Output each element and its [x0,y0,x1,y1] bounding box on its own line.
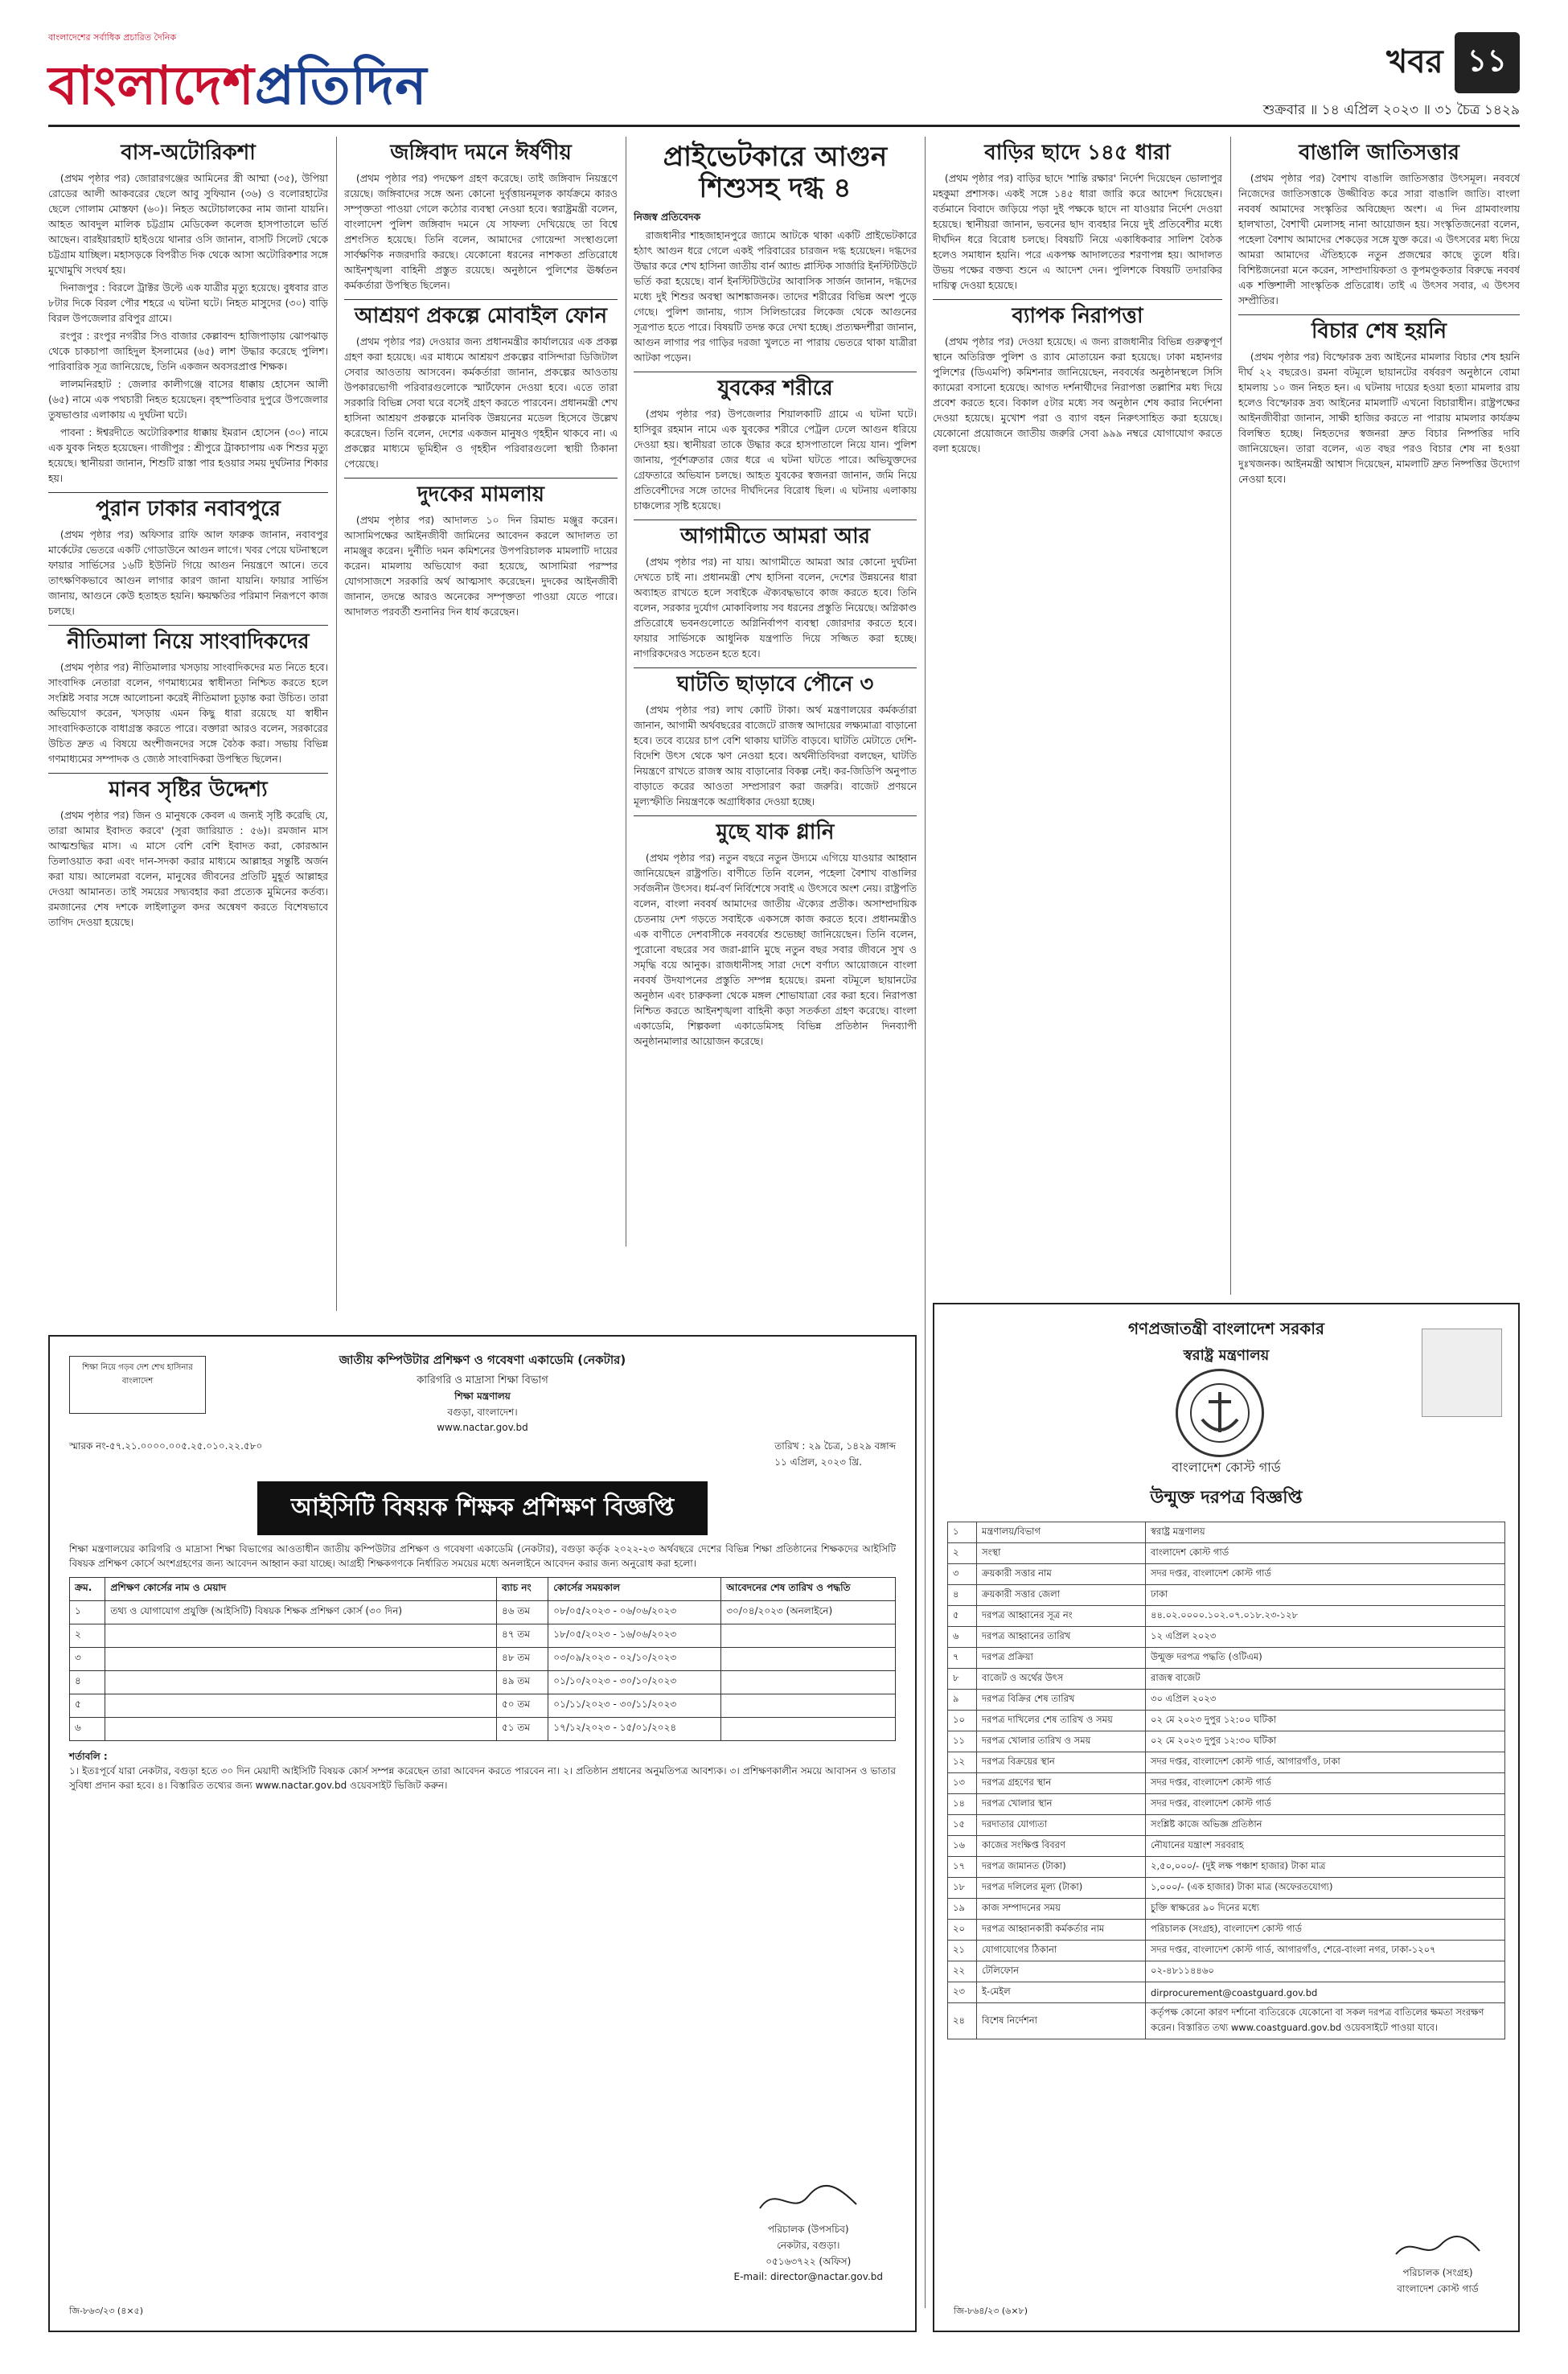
article-text: (প্রথম পৃষ্ঠার পর) বাড়ির ছাদে 'শান্তি রক্ষার' নির্দেশ দিয়েছেন ভোলাপুর মহকুমা প্রশাসক। একই সঙ্গে ১৪৫ ধারা জারি করে আদেশ দিয়েছেন। বর্তমানে বিবাদে জড়িয়ে পড়া দুই পক্ষকে ছাদে না যাওয়ার নির্দেশ দেওয়া হয়েছে। স্থানীয়রা জানান, ভবনের ছাদ ব্যবহার নিয়ে দুই প্রতিবেশীর মধ্যে দীর্ঘদিন ধরে বিরোধ চলছে। বিষয়টি নিয়ে একাধিকবার সালিশ বৈঠক হলেও সমাধান হয়নি। পরে একপক্ষ আদালতের শরণাপন্ন হয়। আদালত উভয় পক্ষের বক্তব্য শুনে এ আদেশ দেন। পুলিশকে বিষয়টি তদারকির দায়িত্ব দেওয়া হয়েছে। [933,171,1222,291]
table-cell: ১০ [948,1711,977,1731]
divider [48,625,328,626]
table-cell: ০৩/০৯/২০২৩ - ০২/১০/২০২৩ [548,1648,721,1671]
table-row [948,1543,1505,1564]
conditions-text: ১। ইতঃপূর্বে যারা নেকটার, বগুড়া হতে ৩০ দিন মেয়াদী আইসিটি বিষয়ক কোর্স সম্পন্ন করেছেন তারা আবেদন করতে পারবেন না। ২। প্রতিষ্ঠান প্রধানের অনুমতিপত্র আবশ্যক। ৩। প্রশিক্ষণকালীন সময়ে আবাসন ও ভাতার সুবিধা প্রদান করা হবে। ৪। বিস্তারিত তথ্যের জন্য www.nactar.gov.bd ওয়েবসাইট ভিজিট করুন। [69,1765,896,1791]
table-row [948,1982,1505,2003]
table-cell: ২ [948,1543,977,1564]
table-cell: ১ [948,1522,977,1543]
table-row [70,1601,896,1624]
ad-ministry2: শিক্ষা মন্ত্রণালয় [454,1390,511,1402]
table-row [70,1718,896,1741]
table-cell [721,1694,896,1718]
table-cell: dirprocurement@coastguard.gov.bd [1146,1982,1505,2003]
anchor-icon [1188,1381,1252,1445]
table-cell: টেলিফোন [977,1961,1146,1982]
byline: নিজস্ব প্রতিবেদক [634,211,701,224]
table-row [948,1648,1505,1669]
table-header-row [70,1578,896,1601]
table-header: ব্যাচ নং [497,1578,548,1601]
table-header: প্রশিক্ষণ কোর্সের নাম ও মেয়াদ [105,1578,497,1601]
coastguard-emblem-icon [1176,1369,1264,1457]
table-cell: ২৪ [948,2003,977,2039]
ad-date-label: তারিখ : [774,1440,806,1452]
table-row [948,1815,1505,1836]
table-cell: দরপত্র বিক্রয়ের স্থান [977,1752,1146,1773]
signer-org: নেকটার, বগুড়া। [777,2240,840,2251]
table-cell: দরপত্র আহ্বানের তারিখ [977,1627,1146,1648]
headline: ব্যাপক নিরাপত্তা [1012,303,1143,328]
table-cell: ৩ [948,1564,977,1585]
section-label [1386,32,1520,93]
table-cell [721,1624,896,1648]
table-cell: ১৮ [948,1878,977,1899]
table-cell: ৮ [948,1669,977,1690]
article-text: (প্রথম পৃষ্ঠার পর) পদক্ষেপ গ্রহণ করেছে। তাই জঙ্গিবাদ নিয়ন্ত্রণে রয়েছে। জঙ্গিবাদের সঙ্গে অন্য কোনো দুর্বৃত্তায়নমূলক কার্যক্রমে কারও সম্পৃক্ততা পাওয়া গেলে কঠোর ব্যবস্থা নেওয়া হবে। স্বরাষ্ট্রমন্ত্রী বলেন, বাংলাদেশ পুলিশ জঙ্গিবাদ দমনে যে সাফল্য দেখিয়েছে তা বিশ্বে প্রশংসিত হয়েছে। তিনি বলেন, আমাদের গোয়েন্দা সংস্থাগুলো সার্বক্ষণিক নজরদারি করছে। যেকোনো ধরনের নাশকতা প্রতিরোধে আইনশৃঙ্খলা বাহিনী প্রস্তুত রয়েছে। অনুষ্ঠানে পুলিশের ঊর্ধ্বতন কর্মকর্তারা উপস্থিত ছিলেন। [344,171,618,291]
table-cell: ১৪ [948,1794,977,1815]
headline-lead: প্রাইভেটকারে আগুন শিশুসহ দগ্ধ ৪ [663,141,888,205]
table-cell: দরপত্র আহ্বানের সূত্র নং [977,1606,1146,1627]
table-row [948,1585,1505,1606]
table-cell: ক্রয়কারী সত্তার জেলা [977,1585,1146,1606]
table-cell: ৫১ তম [497,1718,548,1741]
table-cell: ২০ [948,1920,977,1941]
nactar-advertisement [48,1335,917,2332]
table-cell: ৫ [948,1606,977,1627]
table-cell: ২৩ [948,1982,977,2003]
table-row [948,1794,1505,1815]
page-number: ১১ [1455,32,1520,93]
ad-org-name: জাতীয় কম্পিউটার প্রশিক্ষণ ও গবেষণা একাডেমি (নেকটার) [339,1353,626,1367]
table-cell: বিশেষ নির্দেশনা [977,2003,1146,2039]
table-row [948,2003,1505,2039]
divider [48,773,328,774]
signature-icon [752,2180,864,2220]
headline: বাড়ির ছাদে ১৪৫ ধারা [984,141,1171,165]
table-cell: ৬ [70,1718,105,1741]
article-text: (প্রথম পৃষ্ঠার পর) লাখ কোটি টাকা। অর্থ মন্ত্রণালয়ের কর্মকর্তারা জানান, আগামী অর্থবছরের বাজেটে রাজস্ব আদায়ের লক্ষ্যমাত্রা বাড়ানো হবে। তবে ব্যয়ের চাপ বেশি থাকায় ঘাটতি বাড়বে। ঘাটতি মেটাতে দেশি-বিদেশি উৎস থেকে ঋণ নেওয়া হবে। অর্থনীতিবিদরা বলছেন, ঘাটতি নিয়ন্ত্রণে রাখতে রাজস্ব আয় বাড়ানোর বিকল্প নেই। কর-জিডিপি অনুপাত বাড়াতে করের আওতা সম্প্রসারণ করা জরুরি। বাজেট প্রণয়নে মূল্যস্ফীতি নিয়ন্ত্রণকে অগ্রাধিকার দেওয়া হচ্ছে। [634,703,917,807]
table-cell: দরপত্র আহ্বানকারী কর্মকর্তার নাম [977,1920,1146,1941]
table-cell: ০৮/০৫/২০২৩ - ০৬/০৬/২০২৩ [548,1601,721,1624]
ad-address: বগুড়া, বাংলাদেশ। [447,1407,518,1418]
headline: আগামীতে আমরা আর [679,524,871,549]
table-cell: সংস্থা [977,1543,1146,1564]
table-cell: ৪৬ তম [497,1601,548,1624]
headline: পুরান ঢাকার নবাবপুরে [96,496,281,521]
table-row [948,1564,1505,1585]
table-row [948,1522,1505,1543]
table-cell: দরপত্র জামানত (টাকা) [977,1857,1146,1878]
tender-banner: উন্মুক্ত দরপত্র বিজ্ঞপ্তি [1150,1488,1303,1508]
table-cell: বাংলাদেশ কোস্ট গার্ড [1146,1543,1505,1564]
table-cell: ৪৪.০২.০০০০.১০২.০৭.০১৮.২৩-১২৮ [1146,1606,1505,1627]
cg-ad-code: জি-৮৬৪/২৩ (৬×৮) [954,2306,1028,2316]
table-cell: ৯ [948,1690,977,1711]
table-cell: দরপত্র দলিলের মূল্য (টাকা) [977,1878,1146,1899]
newspaper-logo [48,45,427,133]
table-cell: ৩০/০৪/২০২৩ (অনলাইনে) [721,1601,896,1624]
table-cell: ৫০ তম [497,1694,548,1718]
divider [933,299,1222,300]
table-row [948,1961,1505,1982]
table-cell: ৪ [948,1585,977,1606]
ad-signature-block [733,2180,883,2282]
table-cell: তথ্য ও যোগাযোগ প্রযুক্তি (আইসিটি) বিষয়ক শিক্ষক প্রশিক্ষণ কোর্স (৩০ দিন) [105,1601,497,1624]
article-text: দিনাজপুর : বিরলে ট্রাক্টর উল্টে এক যাত্রীর মৃত্যু হয়েছে। বুধবার রাত ৮টার দিকে বিরল পৌর শহরে এ ঘটনা ঘটে। নিহত মাসুদের (৩০) বাড়ি বিরল উপজেলার রবিপুর গ্রামে। [48,281,328,324]
tender-details-table [947,1522,1505,2039]
ad-intro: শিক্ষা মন্ত্রণালয়ের কারিগরি ও মাদ্রাসা শিক্ষা বিভাগের আওতাধীন জাতীয় কম্পিউটার প্রশিক্ষণ ও গবেষণা একাডেমি (নেকটার), বগুড়া কর্তৃক ২০২২-২৩ অর্থবছরে দেশের বিভিন্ন শিক্ষা প্রতিষ্ঠানের শিক্ষকদের আইসিটি বিষয়ক প্রশিক্ষণ কোর্সে অংশগ্রহণের জন্য আবেদন আহ্বান করা যাচ্ছে। আগ্রহী শিক্ষকগণকে নির্ধারিত সময়ের মধ্যে অনলাইনে আবেদন করার জন্য অনুরোধ করা হলো। [69,1543,896,1569]
headline: নীতিমালা নিয়ে সাংবাদিকদের [67,629,310,654]
conditions-label: শর্তাবলি : [69,1751,108,1762]
signer-phone: ০৫১৬৩৭২২ (অফিস) [766,2256,852,2267]
table-cell: দরপত্র প্রক্রিয়া [977,1648,1146,1669]
table-cell: ৭ [948,1648,977,1669]
headline: দুদকের মামলায় [417,482,544,507]
table-cell: উন্মুক্ত দরপত্র পদ্ধতি (ওটিএম) [1146,1648,1505,1669]
masthead [48,23,1520,127]
table-cell: ঢাকা [1146,1585,1505,1606]
table-cell: ৩০ এপ্রিল ২০২৩ [1146,1690,1505,1711]
table-cell: ০২ মে ২০২৩ দুপুর ১২:০০ ঘটিকা [1146,1711,1505,1731]
table-cell: ৫ [70,1694,105,1718]
table-row [70,1648,896,1671]
column-1 [48,137,328,1319]
table-row [70,1624,896,1648]
article-text: (প্রথম পৃষ্ঠার পর) জোরারগঞ্জের আমিনের স্ত্রী আম্মা (৩৫), উপিয়া রোডের আলী আকবরের ছেলে আবু সুফিয়ান (৩৬) ও বলোরহাটের ছেলে গোলাম মোস্তফা (৬০)। নিহত অটোচালকের নাম জানা যায়নি। আহত আবদুল মালিক চট্টগ্রাম মেডিকেল কলেজ হাসপাতালে ভর্তি আছেন। বারইয়ারহাট হাইওয়ে থানার ওসি জানান, বাসটি সিলেট থেকে চট্টগ্রাম যাচ্ছিল। মহাসড়কে বিপরীত দিক থেকে আসা অটোরিকশার সঙ্গে মুখোমুখি সংঘর্ষ হয়। [48,171,328,276]
table-cell: ৪ [70,1671,105,1694]
table-cell: রাজস্ব বাজেট [1146,1669,1505,1690]
table-cell: ১৫ [948,1815,977,1836]
table-cell: সদর দপ্তর, বাংলাদেশ কোস্ট গার্ড, আগারগাঁও, শেরে-বাংলা নগর, ঢাকা-১২০৭ [1146,1941,1505,1961]
ad-website: www.nactar.gov.bd [437,1422,528,1433]
article-text: (প্রথম পৃষ্ঠার পর) বৈশাখ বাঙালি জাতিসত্তার উৎসমূল। নববর্ষে নিজেদের জাতিসত্তাকে উজ্জীবিত করে সারা বাঙালি জাতি। বাংলা নববর্ষ আমাদের সংস্কৃতির অবিচ্ছেদ্য অংশ। এ দিন গ্রামবাংলায় হালখাতা, বৈশাখী মেলাসহ নানা আয়োজন হয়। সংস্কৃতিজনেরা বলেন, পহেলা বৈশাখ আমাদের শেকড়ের সঙ্গে যুক্ত করে। এ উৎসবের মধ্য দিয়ে আমরা আমাদের ঐতিহ্যকে নতুন প্রজন্মের কাছে তুলে ধরি। বিশিষ্টজনেরা মনে করেন, সাম্প্রদায়িকতা ও কূপমণ্ডূকতার বিরুদ্ধে নববর্ষ এক শক্তিশালী সাংস্কৃতিক প্রতিরোধ। তাই এ উৎসব সবার, এ উৎসব সম্প্রীতির। [1238,171,1520,306]
table-cell [105,1624,497,1648]
table-cell: ৩ [70,1648,105,1671]
table-cell: দরদাতার যোগ্যতা [977,1815,1146,1836]
article-text: পাবনা : ঈশ্বরদীতে অটোরিকশার ধাক্কায় ইমরান হোসেন (৩০) নামে এক যুবক নিহত হয়েছেন। গাজীপুর : শ্রীপুরে ট্রাকচাপায় এক শিশুর মৃত্যু হয়েছে। স্থানীয়রা জানান, শিশুটি রাস্তা পার হওয়ার সময় দুর্ঘটনার শিকার হয়। [48,425,328,484]
table-cell: সদর দপ্তর, বাংলাদেশ কোস্ট গার্ড, আগারগাঁও, ঢাকা [1146,1752,1505,1773]
article-text: (প্রথম পৃষ্ঠার পর) দেওয়ার জন্য প্রধানমন্ত্রীর কার্যালয়ের এক প্রকল্প গ্রহণ করা হয়েছে। এর মাধ্যমে আশ্রয়ণ প্রকল্পের বাসিন্দারা ডিজিটাল সেবার আওতায় আসবেন। কর্মকর্তারা জানান, প্রকল্পের আওতায় উপকারভোগী পরিবারগুলোকে স্মার্টফোন দেওয়া হবে। এতে তারা সরকারি বিভিন্ন সেবা ঘরে বসেই গ্রহণ করতে পারবেন। প্রধানমন্ত্রী শেখ হাসিনা আশ্রয়ণ প্রকল্পকে মানবিক উন্নয়নের মডেল হিসেবে উল্লেখ করেছেন। তিনি বলেন, দেশের একজন মানুষও গৃহহীন থাকবে না। এ প্রকল্পের মাধ্যমে ভূমিহীন ও গৃহহীন পরিবারগুলো স্থায়ী ঠিকানা পেয়েছে। [344,335,618,470]
article-text: রংপুর : রংপুর নগরীর সিও বাজার কেল্লাবন্দ হাজিপাড়ায় ঝোপঝাড় থেকে চাকচাপা জাহিদুল ইসলামের (৬৫) লাশ উদ্ধার করেছে পুলিশ। পারিবারিক সূত্র জানিয়েছে, তিনি একজন অবসরপ্রাপ্ত শিক্ষক। [48,329,328,372]
table-cell: কাজ সম্পাদনের সময় [977,1899,1146,1920]
column-divider [336,137,337,1311]
article-text: (প্রথম পৃষ্ঠার পর) নীতিমালার খসড়ায় সাংবাদিকদের মত নিতে হবে। সাংবাদিক নেতারা বলেন, গণমাধ্যমের স্বাধীনতা নিশ্চিত করতে হলে সংশ্লিষ্ট সবার সঙ্গে আলোচনা করেই নীতিমালা চূড়ান্ত করা উচিত। তারা অভিযোগ করেন, খসড়ায় এমন কিছু ধারা রয়েছে যা স্বাধীন সাংবাদিকতাকে বাধাগ্রস্ত করতে পারে। বক্তারা আরও বলেন, সরকারের উচিত দ্রুত এ বিষয়ে অংশীজনদের সঙ্গে বৈঠক করা। সভায় বিভিন্ন গণমাধ্যমের সম্পাদক ও জ্যেষ্ঠ সাংবাদিকরা উপস্থিত ছিলেন। [48,660,328,765]
article-text: লালমনিরহাট : জেলার কালীগঞ্জে বাসের ধাক্কায় হোসেন আলী (৬৫) নামে এক পথচারী নিহত হয়েছেন। বৃহস্পতিবার দুপুরে উপজেলার তুষভাণ্ডার এলাকায় এ দুর্ঘটনা ঘটে। [48,377,328,421]
table-cell: ১৭/১২/২০২৩ - ১৫/০১/২০২৪ [548,1718,721,1741]
headline: মানব সৃষ্টির উদ্দেশ্য [109,777,268,802]
table-row [948,1941,1505,1961]
logo-part1: বাংলাদেশ [48,54,255,117]
table-cell: স্বরাষ্ট্র মন্ত্রণালয় [1146,1522,1505,1543]
table-cell: ১৬ [948,1836,977,1857]
table-row [948,1857,1505,1878]
table-cell: ১৮/০৫/২০২৩ - ১৬/০৬/২০২৩ [548,1624,721,1648]
table-cell [105,1671,497,1694]
headline: মুছে যাক গ্লানি [716,819,835,844]
table-cell: সদর দপ্তর, বাংলাদেশ কোস্ট গার্ড [1146,1564,1505,1585]
section-name: খবর [1386,42,1443,80]
ad-date2: ১১ এপ্রিল, ২০২৩ খ্রি. [774,1456,862,1468]
table-cell: ৪৯ তম [497,1671,548,1694]
table-cell: দরপত্র দাখিলের শেষ তারিখ ও সময় [977,1711,1146,1731]
headline: আশ্রয়ণ প্রকল্পে মোবাইল ফোন [354,303,608,328]
table-cell: ৪৮ তম [497,1648,548,1671]
table-cell: ১২ [948,1752,977,1773]
ad-date-block [774,1440,896,1472]
headline: জঙ্গিবাদ দমনে ঈর্ষণীয় [390,141,572,165]
table-row [948,1731,1505,1752]
article-text: (প্রথম পৃষ্ঠার পর) উপজেলার শিয়ালকাটি গ্রামে এ ঘটনা ঘটে। হাসিবুর রহমান নামে এক যুবকের শরীরে পেট্রল ঢেলে আগুন ধরিয়ে দেওয়া হয়। স্থানীয়রা তাকে উদ্ধার করে হাসপাতালে নিয়ে যান। পুলিশ জানায়, পূর্বশত্রুতার জের ধরে এ ঘটনা ঘটতে পারে। অভিযুক্তদের গ্রেফতারে অভিযান চলছে। আহত যুবকের স্বজনরা জানান, জমি নিয়ে প্রতিবেশীদের সঙ্গে তাদের দীর্ঘদিনের বিরোধ ছিল। এ ঘটনায় এলাকায় চাঞ্চল্যের সৃষ্টি হয়েছে। [634,408,917,512]
column-divider [925,137,926,2308]
table-cell [721,1718,896,1741]
table-row [70,1694,896,1718]
article-text: (প্রথম পৃষ্ঠার পর) বিস্ফোরক দ্রব্য আইনের মামলার বিচার শেষ হয়নি দীর্ঘ ২২ বছরেও। রমনা বটমূলে ছায়ানটের বর্ষবরণ অনুষ্ঠানে বোমা হামলায় ১০ জন নিহত হন। এ ঘটনায় দায়ের হওয়া হত্যা মামলার রায় হলেও বিস্ফোরক দ্রব্য আইনের মামলাটি এখনো বিচারাধীন। রাষ্ট্রপক্ষের আইনজীবীরা জানান, সাক্ষী হাজির করতে না পারায় মামলার কার্যক্রম বিলম্বিত হচ্ছে। নিহতদের স্বজনরা দ্রুত বিচার নিষ্পত্তির দাবি জানিয়েছেন। তারা বলেন, এত বছর পরও বিচার শেষ না হওয়া দুঃখজনক। আইনমন্ত্রী আশ্বাস দিয়েছেন, মামলাটি দ্রুত নিষ্পত্তির উদ্যোগ নেওয়া হবে। [1238,350,1520,485]
table-cell: ১৩ [948,1773,977,1794]
table-cell: সদর দপ্তর, বাংলাদেশ কোস্ট গার্ড [1146,1794,1505,1815]
table-cell: দরপত্র খোলার স্থান [977,1794,1146,1815]
article-text: (প্রথম পৃষ্ঠার পর) জিন ও মানুষকে কেবল এ জন্যই সৃষ্টি করেছি যে, তারা আমার ইবাদত করবে' (সুরা জারিয়াত : ৫৬)। রমজান মাস আত্মশুদ্ধির মাস। এ মাসে বেশি বেশি ইবাদত করা, কোরআন তিলাওয়াত করা এবং দান-সদকা করার মাধ্যমে আল্লাহর সন্তুষ্টি অর্জন করা যায়। আলেমরা বলেন, মানুষের জীবনের প্রতিটি মুহূর্ত আল্লাহর দেওয়া আমানত। তাই সময়ের সদ্ব্যবহার করা প্রত্যেক মুমিনের কর্তব্য। রমজানের শেষ দশকে লাইলাতুল কদর অন্বেষণ করতে বিশেষভাবে তাগিদ দেওয়া হয়েছে। [48,808,328,928]
ad-ministry: কারিগরি ও মাদ্রাসা শিক্ষা বিভাগ [417,1374,548,1386]
headline: ঘাটতি ছাড়াবে পৌনে ৩ [676,672,874,696]
table-row [948,1711,1505,1731]
column-divider [1230,137,1231,1295]
table-cell [105,1718,497,1741]
table-cell: ২ [70,1624,105,1648]
table-row [948,1606,1505,1627]
table-cell: দরপত্র বিক্রির শেষ তারিখ [977,1690,1146,1711]
divider [48,492,328,493]
column-5 [1238,137,1520,1295]
table-cell: সদর দপ্তর, বাংলাদেশ কোস্ট গার্ড [1146,1773,1505,1794]
training-schedule-table [69,1577,896,1741]
table-row [948,1836,1505,1857]
table-cell: ১৯ [948,1899,977,1920]
table-row [948,1920,1505,1941]
table-cell [105,1694,497,1718]
table-cell: ১ [70,1601,105,1624]
gov-title: গণপ্রজাতন্ত্রী বাংলাদেশ সরকার [1128,1319,1324,1338]
signature-icon [1389,2232,1486,2264]
table-cell: পরিচালক (সংগ্রহ), বাংলাদেশ কোস্ট গার্ড [1146,1920,1505,1941]
logo-part2: প্রতিদিন [254,54,428,117]
table-row [70,1671,896,1694]
table-cell: কাজের সংক্ষিপ্ত বিবরণ [977,1836,1146,1857]
signer-title: পরিচালক (উপসচিব) [767,2224,849,2235]
table-cell: কর্তৃপক্ষ কোনো কারণ দর্শানো ব্যতিরেকে যেকোনো বা সকল দরপত্র বাতিলের ক্ষমতা সংরক্ষণ করেন। বিস্তারিত তথ্য www.coastguard.gov.bd ওয়েবসাইটে পাওয়া যাবে। [1146,2003,1505,2039]
ad-slogan: শিক্ষা নিয়ে গড়ব দেশ শেখ হাসিনার বাংলাদেশ [82,1363,193,1386]
table-cell: ২,৫০,০০০/- (দুই লক্ষ পঞ্চাশ হাজার) টাকা মাত্র [1146,1857,1505,1878]
dateline: শুক্রবার ॥ ১৪ এপ্রিল ২০২৩ ॥ ৩১ চৈত্র ১৪২৯ [1262,102,1520,118]
article-text: (প্রথম পৃষ্ঠার পর) অফিসার রাফি আল ফারুক জানান, নবাবপুর মার্কেটের ভেতরে একটি গোডাউনে আগুন লাগে। খবর পেয়ে ঘটনাস্থলে ফায়ার সার্ভিসের ১৬টি ইউনিট গিয়ে আগুন নিয়ন্ত্রণে আনে। তবে তাৎক্ষণিকভাবে আগুন লাগার কারণ জানা যায়নি। ফায়ার সার্ভিস জানায়, আগুনে কেউ হতাহত হয়নি। ক্ষয়ক্ষতির পরিমাণ নিরূপণে কাজ চলছে। [48,528,328,617]
table-row [948,1669,1505,1690]
divider [634,815,917,816]
table-cell: চুক্তি স্বাক্ষরের ৯০ দিনের মধ্যে [1146,1899,1505,1920]
table-row [948,1690,1505,1711]
column-2 [344,137,618,1247]
table-cell: সংশ্লিষ্ট কাজে অভিজ্ঞ প্রতিষ্ঠান [1146,1815,1505,1836]
table-cell: যোগাযোগের ঠিকানা [977,1941,1146,1961]
article-text: (প্রথম পৃষ্ঠার পর) নতুন বছরে নতুন উদ্যমে এগিয়ে যাওয়ার আহ্বান জানিয়েছেন রাষ্ট্রপতি। বাণীতে তিনি বলেন, পহেলা বৈশাখ বাঙালির সর্বজনীন উৎসব। ধর্ম-বর্ণ নির্বিশেষে সবাই এ উৎসবে অংশ নেয়। রাষ্ট্রপতি বলেন, বাংলা নববর্ষ আমাদের জাতীয় ঐক্যের প্রতীক। অসাম্প্রদায়িক চেতনায় দেশ গড়তে সবাইকে একসঙ্গে কাজ করতে হবে। প্রধানমন্ত্রীও এক বাণীতে দেশবাসীকে নববর্ষের শুভেচ্ছা জানিয়েছেন। তিনি বলেন, পুরোনো বছরের সব জরা-গ্লানি মুছে নতুন বছর সবার জীবনে সুখ ও সমৃদ্ধি বয়ে আনুক। রাজধানীসহ সারা দেশে বর্ণাঢ্য আয়োজনে বাংলা নববর্ষ উদযাপনের প্রস্তুতি সম্পন্ন হয়েছে। রমনা বটমূলে ছায়ানটের অনুষ্ঠান এবং চারুকলা থেকে মঙ্গল শোভাযাত্রা বের করা হবে। নিরাপত্তা নিশ্চিত করতে আইনশৃঙ্খলা বাহিনী কড়া সতর্কতা গ্রহণ করেছে। বাংলা একাডেমি, শিল্পকলা একাডেমিসহ বিভিন্ন প্রতিষ্ঠান দিনব্যাপী অনুষ্ঠানমালার আয়োজন করেছে। [634,851,917,1047]
headline: বিচার শেষ হয়নি [1311,318,1447,343]
article-text: রাজধানীর শাহজাহানপুরে জ্যামে আটকে থাকা একটি প্রাইভেটকারে হঠাৎ আগুন ধরে গেলে একই পরিবারের চারজন দগ্ধ হয়েছেন। দগ্ধদের উদ্ধার করে শেখ হাসিনা জাতীয় বার্ন অ্যান্ড প্লাস্টিক সার্জারি ইনস্টিটিউটে ভর্তি করা হয়েছে। বার্ন ইনস্টিটিউটের আবাসিক সার্জন জানান, দগ্ধদের মধ্যে দুই শিশুর অবস্থা আশঙ্কাজনক। তাদের শরীরের বিভিন্ন অংশ পুড়ে গেছে। পুলিশ জানায়, গ্যাস সিলিন্ডারের লিকেজ থেকে আগুনের সূত্রপাত হতে পারে। বিষয়টি তদন্ত করে দেখা হচ্ছে। প্রত্যক্ষদর্শীরা জানান, আগুন লাগার পর গাড়ির দরজা খুলতে না পারায় ভেতরে থাকা যাত্রীরা আটকা পড়েন। [634,229,917,364]
cg-signer-title: পরিচালক (সংগ্রহ) [1402,2267,1473,2278]
table-cell: ই-মেইল [977,1982,1146,2003]
ad-memo: স্মারক নং-৫৭.২১.০০০০.০০৫.২৫.০১০.২২.৫৮০ [69,1440,263,1452]
ad-slogan-box [69,1356,206,1414]
table-cell: নৌযানের যন্ত্রাংশ সরবরাহ [1146,1836,1505,1857]
ad-date1: ২৯ চৈত্র, ১৪২৯ বঙ্গাব্দ [808,1440,896,1452]
table-cell: ১১ [948,1731,977,1752]
table-cell [721,1671,896,1694]
cg-signer-org: বাংলাদেশ কোস্ট গার্ড [1397,2283,1479,2294]
table-row [948,1773,1505,1794]
ad-reference-line [50,1433,915,1472]
table-cell: দরপত্র খোলার তারিখ ও সময় [977,1731,1146,1752]
table-cell: ৪৭ তম [497,1624,548,1648]
gov-ministry: স্বরাষ্ট্র মন্ত্রণালয় [1183,1347,1270,1364]
cg-signature-block [1389,2232,1486,2298]
coastguard-tender-notice [933,1303,1520,2332]
table-cell: ০২ মে ২০২৩ দুপুর ১২:৩০ ঘটিকা [1146,1731,1505,1752]
table-row [948,1627,1505,1648]
table-cell: দরপত্র গ্রহণের স্থান [977,1773,1146,1794]
table-cell: বাজেট ও অর্থের উৎস [977,1669,1146,1690]
table-cell [105,1648,497,1671]
table-cell: মন্ত্রণালয়/বিভাগ [977,1522,1146,1543]
article-text: (প্রথম পৃষ্ঠার পর) না যায়। আগামীতে আমরা আর কোনো দুর্ঘটনা দেখতে চাই না। প্রধানমন্ত্রী শেখ হাসিনা বলেন, দেশের উন্নয়নের ধারা অব্যাহত রাখতে হলে সবাইকে ঐক্যবদ্ধভাবে কাজ করতে হবে। তিনি বলেন, সরকার দুর্যোগ মোকাবিলায় সব ধরনের প্রস্তুতি নিয়েছে। অগ্নিকাণ্ড প্রতিরোধে ভবনগুলোতে অগ্নিনির্বাপণ ব্যবস্থা জোরদার করতে হবে। ফায়ার সার্ভিসকে আধুনিক যন্ত্রপাতি দিয়ে সজ্জিত করা হচ্ছে। নাগরিকদেরও সচেতন হতে হবে। [634,555,917,659]
table-cell: ১৭ [948,1857,977,1878]
table-cell [721,1648,896,1671]
headline: বাস-অটোরিকশা [121,141,256,165]
table-cell: ক্রয়কারী সত্তার নাম [977,1564,1146,1585]
table-row [948,1752,1505,1773]
table-header: কোর্সের সময়কাল [548,1578,721,1601]
table-header: আবেদনের শেষ তারিখ ও পদ্ধতি [721,1578,896,1601]
article-text: (প্রথম পৃষ্ঠার পর) দেওয়া হয়েছে। এ জন্য রাজধানীর বিভিন্ন গুরুত্বপূর্ণ স্থানে অতিরিক্ত পুলিশ ও র‍্যাব মোতায়েন করা হয়েছে। ঢাকা মহানগর পুলিশের (ডিএমপি) কমিশনার জানিয়েছেন, নববর্ষের অনুষ্ঠানস্থলে সিসি ক্যামেরা বসানো হয়েছে। আগত দর্শনার্থীদের নিরাপত্তা তল্লাশির মধ্য দিয়ে প্রবেশ করতে হবে। বিকাল ৫টার মধ্যে সব অনুষ্ঠান শেষ করার নির্দেশনা দেওয়া হয়েছে। মুখোশ পরা ও ব্যাগ বহন নিরুৎসাহিত করা হয়েছে। যেকোনো প্রয়োজনে জাতীয় জরুরি সেবা ৯৯৯ নম্বরে যোগাযোগ করতে বলা হয়েছে। [933,335,1222,454]
table-cell: ১২ এপ্রিল ২০২৩ [1146,1627,1505,1648]
table-cell: ৬ [948,1627,977,1648]
table-cell: ২১ [948,1941,977,1961]
table-header: ক্রম. [70,1578,105,1601]
table-cell: ০১/১১/২০২৩ - ৩০/১১/২০২৩ [548,1694,721,1718]
divider [344,299,618,300]
table-cell: ১,০০০/- (এক হাজার) টাকা মাত্র (অফেরতযোগ্য) [1146,1878,1505,1899]
table-cell: ০২-৪৮১১৪৪৬০ [1146,1961,1505,1982]
table-row [948,1899,1505,1920]
ad-banner: আইসিটি বিষয়ক শিক্ষক প্রশিক্ষণ বিজ্ঞপ্তি [257,1481,708,1535]
headline: যুবকের শরীরে [717,376,833,401]
article-text: (প্রথম পৃষ্ঠার পর) আদালত ১০ দিন রিমান্ড মঞ্জুর করেন। আসামিপক্ষের আইনজীবী জামিনের আবেদন করলে আদালত তা নামঞ্জুর করেন। দুর্নীতি দমন কমিশনের উপপরিচালক মামলাটি দায়ের করেন। মামলায় অভিযোগ করা হয়েছে, আসামিরা পরস্পর যোগসাজশে সরকারি অর্থ আত্মসাৎ করেছেন। দুদকের আইনজীবী জানান, তদন্তে আরও অনেকের সম্পৃক্ততা পাওয়া যেতে পারে। আদালত পরবর্তী শুনানির দিন ধার্য করেছেন। [344,513,618,618]
divider [634,667,917,668]
ad-code: জি-৮৬৩/২৩ (৪×৫) [69,2306,143,2316]
table-cell: ০১/১০/২০২৩ - ৩০/১০/২০২৩ [548,1671,721,1694]
column-4 [933,137,1222,1263]
headline: বাঙালি জাতিসত্তার [1299,141,1459,165]
table-row [948,1878,1505,1899]
masthead-tagline: বাংলাদেশের সর্বাধিক প্রচারিত দৈনিক [48,32,177,43]
org-name: বাংলাদেশ কোস্ট গার্ড [1172,1460,1281,1475]
divider [1238,314,1520,315]
portrait-image [1422,1329,1502,1417]
table-cell: ২২ [948,1961,977,1982]
signer-email: E-mail: director@nactar.gov.bd [733,2271,883,2282]
